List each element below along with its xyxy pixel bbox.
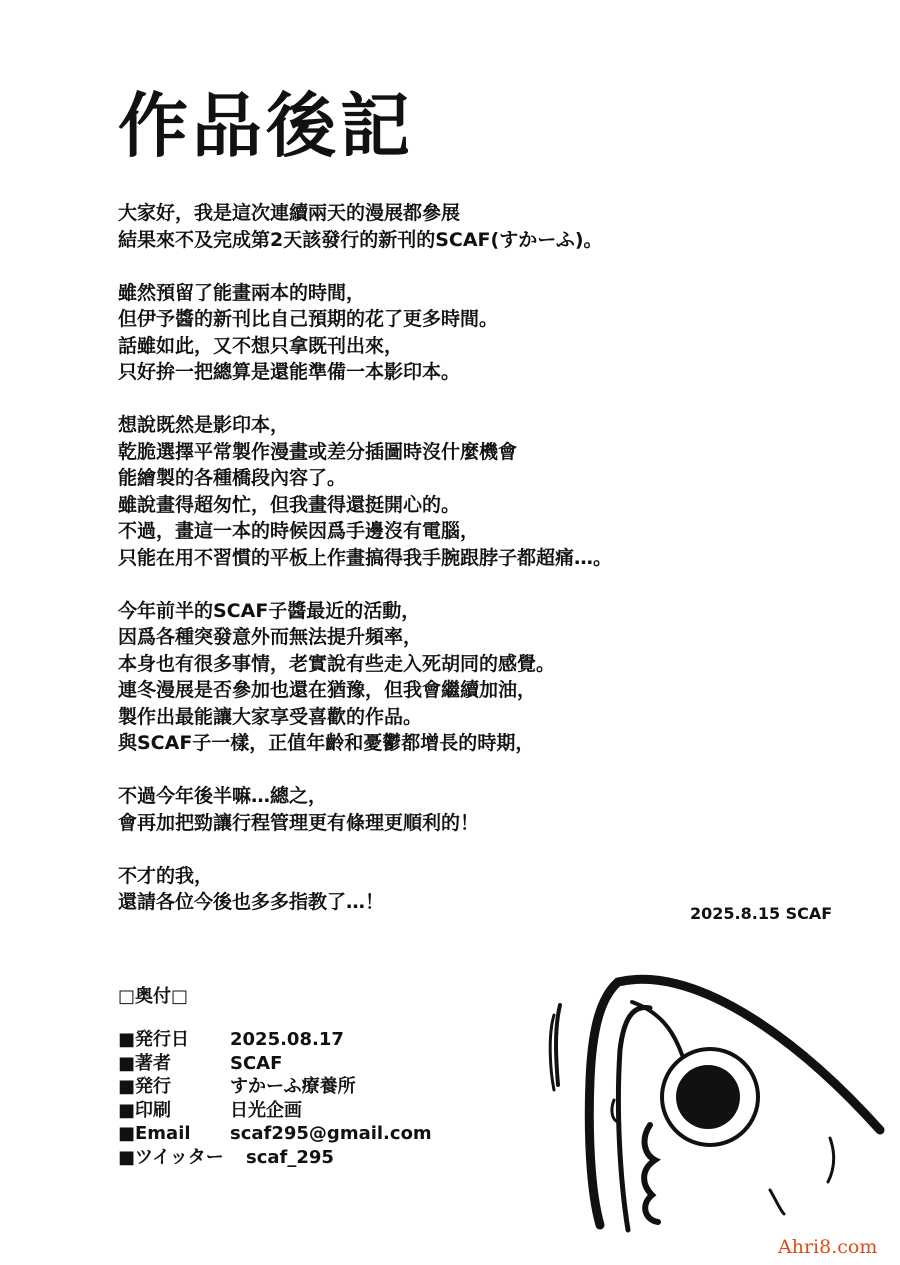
colophon-row-publish-date	[118, 1028, 432, 1052]
colophon-value: scaf295@gmail.com	[230, 1123, 432, 1144]
character-illustration	[540, 960, 900, 1250]
text-line: 想說既然是影印本，	[118, 414, 290, 436]
text-line: 話雖如此，又不想只拿既刊出來，	[118, 334, 404, 357]
colophon-value: すかーふ療養所	[230, 1076, 356, 1097]
text-line: 不過今年後半嘛…總之，	[118, 785, 328, 807]
sweat-mark	[828, 1138, 834, 1182]
colophon-label: ■発行	[118, 1076, 172, 1097]
text-line: 本身也有很多事情，老實說有些走入死胡同的感覺。	[118, 652, 556, 675]
colophon-row-twitter	[118, 1146, 432, 1170]
text-line: 還請各位今後也多多指教了…！	[118, 891, 385, 913]
text-line: 雖然預留了能畫兩本的時間，	[118, 281, 366, 304]
colophon-label: ■Email	[118, 1123, 191, 1144]
text-line: 雖說畫得超匆忙，但我畫得還挺開心的。	[118, 493, 461, 516]
sweat-mark	[770, 1190, 784, 1214]
colophon-row-author	[118, 1052, 432, 1076]
signature: 2025.8.15 SCAF	[690, 904, 833, 923]
colophon-value: 2025.08.17	[230, 1029, 344, 1050]
colophon-heading: □奥付□	[118, 986, 189, 1007]
page-title: 作品後記	[118, 85, 414, 167]
text-line: 連冬漫展是否參加也還在猶豫，但我會繼續加油，	[118, 679, 537, 701]
paragraph	[118, 200, 758, 253]
paragraph	[118, 412, 758, 571]
colophon-label: ■印刷	[118, 1099, 172, 1121]
text-line: 只能在用不習慣的平板上作畫搞得我手腕跟脖子都超痛…。	[118, 546, 613, 569]
text-line: 結果來不及完成第2天該發行的新刊的SCAF(すかーふ)。	[118, 228, 603, 251]
paragraph	[118, 783, 758, 836]
text-line: 乾脆選擇平常製作漫畫或差分插圖時沒什麼機會	[118, 440, 518, 463]
paragraph	[118, 863, 758, 916]
text-line: 大家好，我是這次連續兩天的漫展都參展	[118, 202, 461, 224]
colophon-label: ■発行日	[118, 1029, 190, 1050]
colophon-value: 日光企画	[230, 1099, 302, 1121]
colophon-label: ■ツイッター	[118, 1146, 224, 1168]
colophon-row-email	[118, 1122, 432, 1146]
paragraph	[118, 598, 758, 757]
colophon-row-publisher	[118, 1075, 432, 1099]
text-line: 與SCAF子一樣，正值年齡和憂鬱都增長的時期，	[118, 732, 535, 754]
text-line: 只好拚一把總算是還能準備一本影印本。	[118, 361, 461, 383]
afterword-body	[118, 200, 758, 942]
watermark: Ahri8.com	[778, 1236, 878, 1258]
text-line: 會再加把勁讓行程管理更有條理更順利的！	[118, 811, 480, 834]
sweat-mark	[644, 1125, 658, 1222]
colophon-value: scaf_295	[246, 1146, 334, 1168]
text-line: 今年前半的SCAF子醬最近的活動，	[118, 599, 421, 622]
text-line: 因爲各種突發意外而無法提升頻率，	[118, 626, 423, 648]
colophon-value: SCAF	[230, 1052, 283, 1074]
text-line: 能繪製的各種橋段內容了。	[118, 467, 347, 489]
colophon-label: ■著者	[118, 1052, 172, 1074]
face-contour	[618, 1007, 650, 1230]
hair-strand	[550, 1015, 554, 1090]
text-line: 不才的我，	[118, 864, 214, 887]
colophon-list	[118, 1028, 432, 1169]
paragraph	[118, 280, 758, 386]
text-line: 但伊予醬的新刊比自己預期的花了更多時間。	[118, 308, 499, 330]
hair-strand	[556, 1005, 560, 1085]
eye-pupil	[676, 1065, 740, 1129]
colophon-row-printer	[118, 1099, 432, 1123]
text-line: 不過，畫這一本的時候因爲手邊沒有電腦，	[118, 520, 480, 542]
text-line: 製作出最能讓大家享受喜歡的作品。	[118, 705, 423, 728]
